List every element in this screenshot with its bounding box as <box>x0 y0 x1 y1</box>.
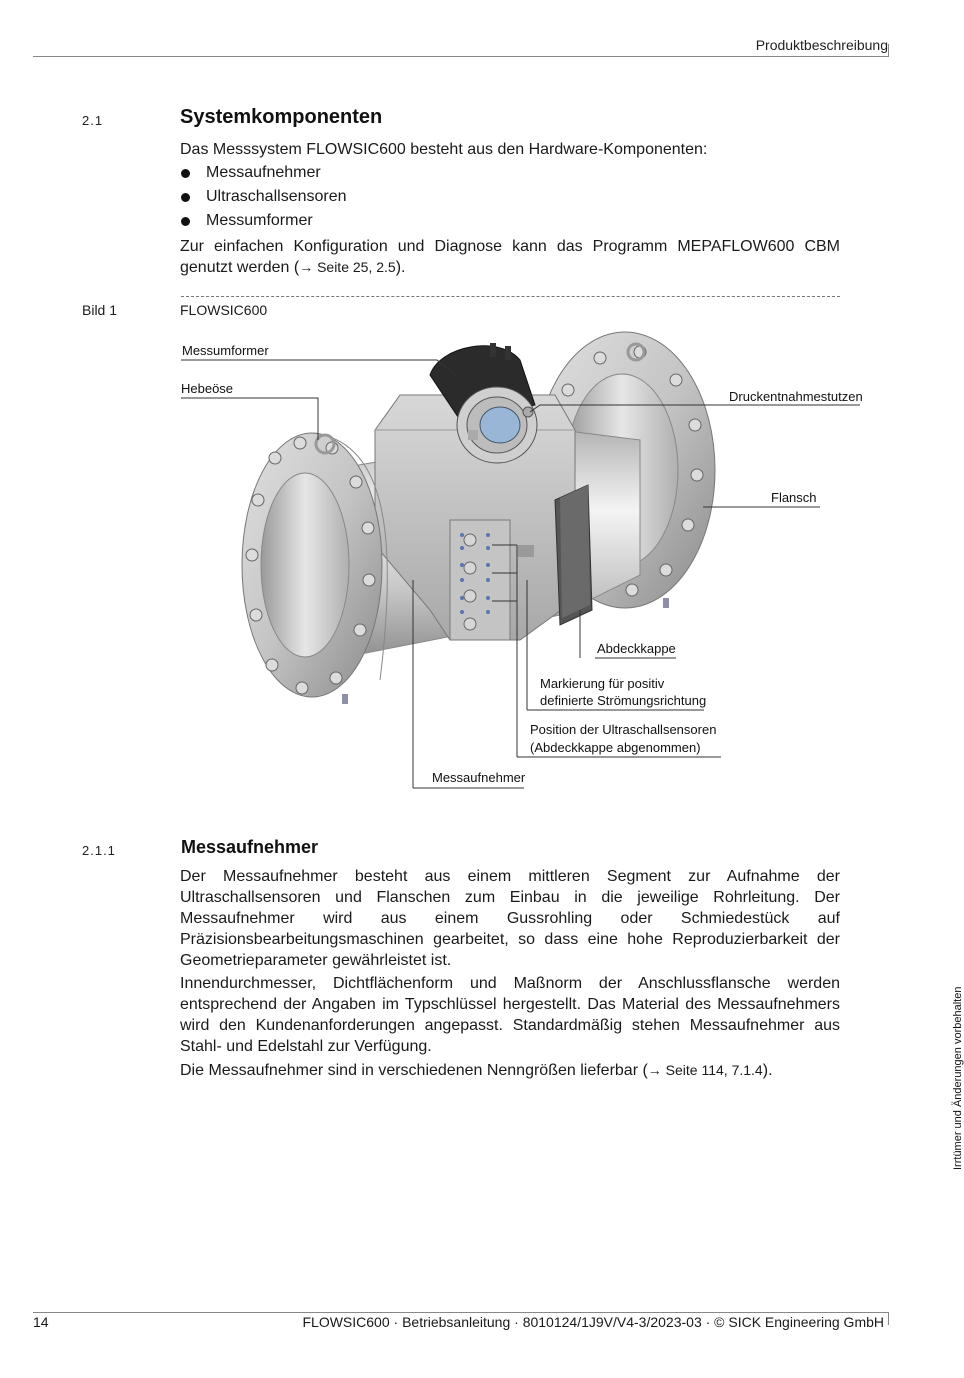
subsection-number: 2.1.1 <box>82 843 116 858</box>
section-title: Systemkomponenten <box>180 106 383 128</box>
callout-position-line2: (Abdeckkappe abgenommen) <box>530 740 701 755</box>
header-title: Produktbeschreibung <box>755 37 888 53</box>
subsection-paragraph-3: Die Messaufnehmer sind in verschiedenen Nenngrößen lieferbar (→ Seite 114, 7.1.4). <box>180 1062 773 1079</box>
callout-abdeckkappe: Abdeckkappe <box>597 641 676 656</box>
figure-caption: FLOWSIC600 <box>180 302 268 318</box>
section-number: 2.1 <box>82 113 104 128</box>
callout-messaufnehmer: Messaufnehmer <box>432 770 526 785</box>
list-item: Ultraschallsensoren <box>181 185 841 209</box>
subsection-title: Messaufnehmer <box>181 837 319 857</box>
footer-tick <box>888 1312 889 1325</box>
callout-markierung-line1: Markierung für positiv <box>540 676 665 691</box>
callout-messumformer: Messumformer <box>182 343 269 358</box>
callout-druckentnahmestutzen: Druckentnahmestutzen <box>729 389 863 404</box>
page-reference-link[interactable]: → Seite 114, 7.1.4 <box>647 1062 763 1078</box>
subsection-paragraph-1: Der Messaufnehmer besteht aus einem mittleren Segment zur Aufnahme der Ultraschallsensoren und Flanschen zum Einbau in die jeweilige Rohrleitung. Der Messaufnehmer wird aus einem Gussrohling oder Schmiedestück auf Präzisionsbearbeitungsmaschinen gearbeitet, so dass eine hohe Reproduzierbarkeit der Geometrieparameter gewährleistet ist. <box>180 868 840 969</box>
list-item: Messumformer <box>181 209 841 233</box>
subsection-paragraph-2: Innendurchmesser, Dichtflächenform und Maßnorm der Anschlussflansche werden entsprechend der Angaben im Typschlüssel hergestellt. Das Material des Messaufnehmers wird den Kundenanforderungen angepasst. Standardmäßig stehen Messaufnehmer aus Stahl- und Edelstahl zur Verfügung. <box>180 975 840 1055</box>
figure-label: Bild 1 <box>82 302 118 318</box>
section-intro: Das Messsystem FLOWSIC600 besteht aus den Hardware-Komponenten: <box>180 141 708 158</box>
config-paragraph: Zur einfachen Konfiguration und Diagnose kann das Programm MEPAFLOW600 CBM genutzt werden (→ Seite 25, 2.5). <box>180 238 840 276</box>
footer-divider <box>33 1312 888 1313</box>
page-reference-link[interactable]: → Seite 25, 2.5 <box>299 259 396 275</box>
footer-info: FLOWSIC600 · Betriebsanleitung · 8010124/1J9V/V4-3/2023-03 · © SICK Engineering GmbH <box>302 1314 884 1330</box>
callout-markierung-line2: definierte Strömungsrichtung <box>540 693 707 708</box>
list-item: Messaufnehmer <box>181 161 841 185</box>
callout-flansch: Flansch <box>771 490 817 505</box>
callout-hebeoese: Hebeöse <box>181 381 234 396</box>
side-disclaimer: Irrtümer und Änderungen vorbehalten <box>952 986 964 1170</box>
page-number: 14 <box>33 1314 49 1330</box>
callout-position-line1: Position der Ultraschallsensoren <box>530 722 717 737</box>
